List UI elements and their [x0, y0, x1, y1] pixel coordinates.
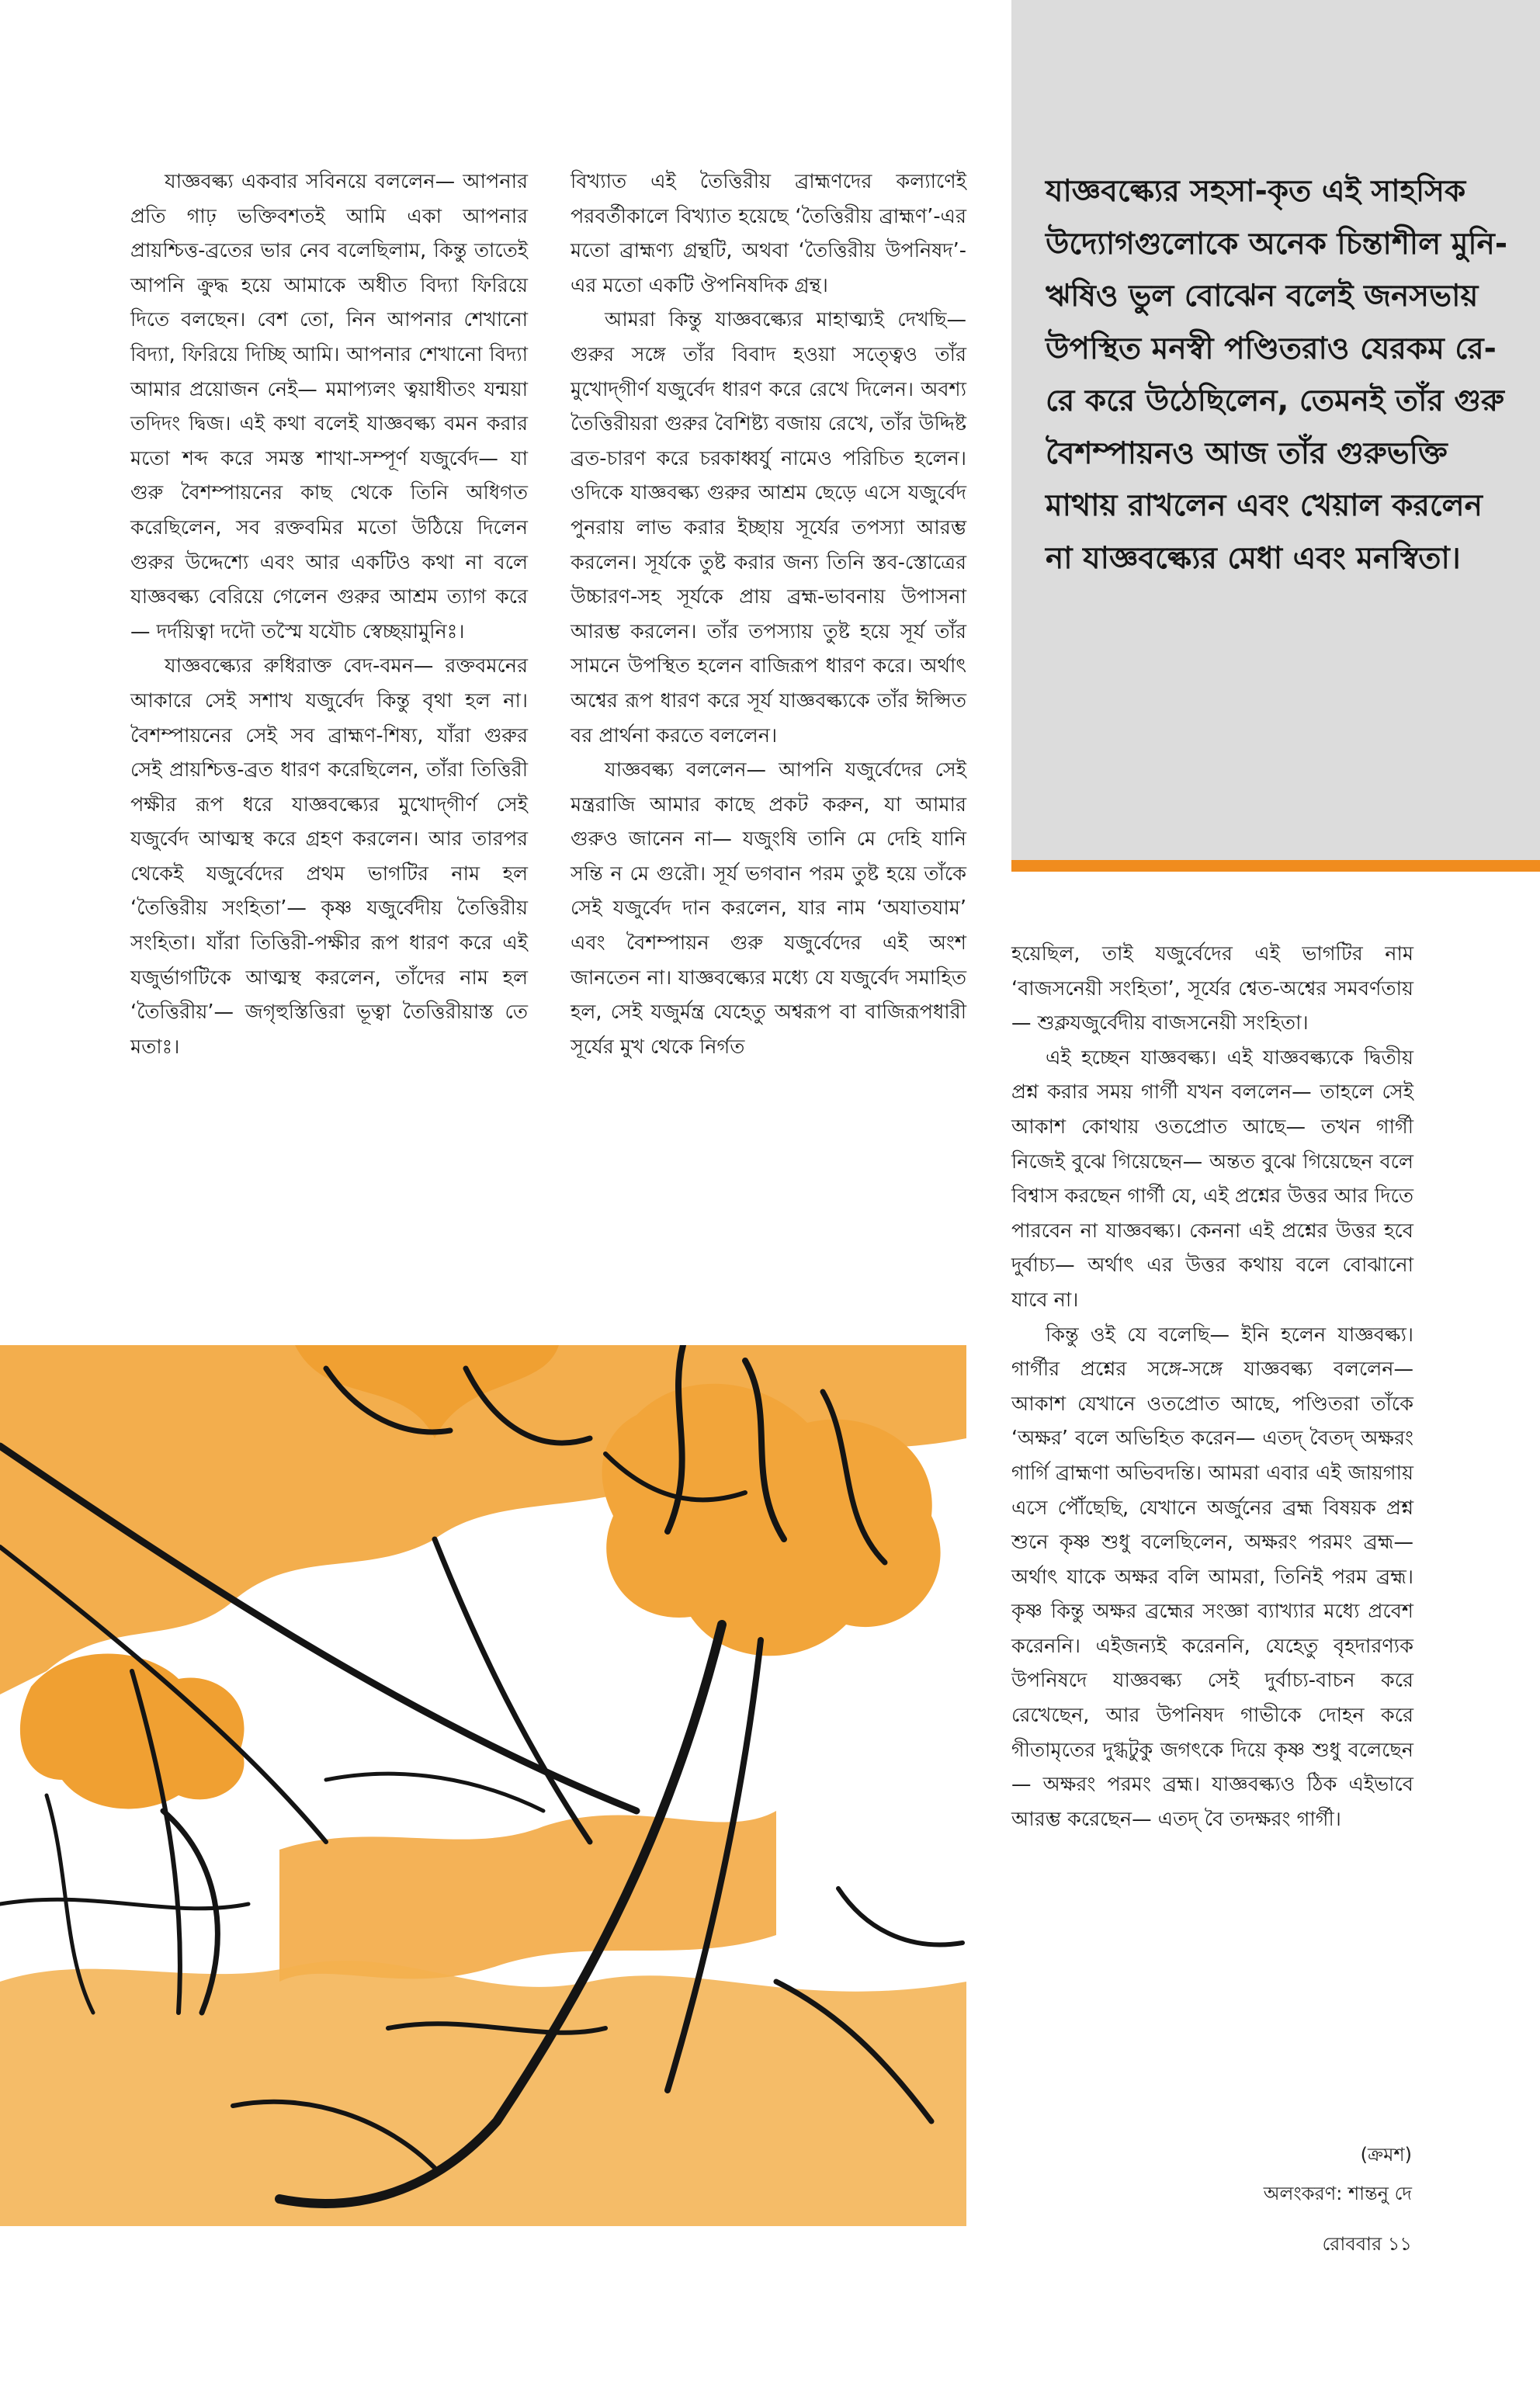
paragraph: বিখ্যাত এই তৈত্তিরীয় ব্রাহ্মণদের কল্যাণেই পরবর্তীকালে বিখ্যাত হয়েছে ‘তৈত্তিরীয় ব্রাহ্মণ’-এর মতো ব্রাহ্মণ্য গ্রন্থটি, অথবা ‘তৈত্তিরীয় উপনিষদ’-এর মতো একটি ঔপনিষদিক গ্রন্থ।	[571, 170, 966, 297]
article-column-3	[1011, 937, 1413, 1836]
paragraph: হয়েছিল, তাই যজুর্বেদের এই ভাগটির নাম ‘বাজসনেয়ী সংহিতা’, সূর্যের শ্বেত-অশ্বের সমবর্ণতায়— শুক্লযজুর্বেদীয় বাজসনেয়ী সংহিতা।	[1011, 942, 1413, 1035]
continued-note: (ক্রমশ)	[1360, 2144, 1412, 2166]
illustration	[0, 1345, 966, 2226]
pull-quote: যাজ্ঞবল্ক্যের সহসা-কৃত এই সাহসিক উদ্যোগগুলোকে অনেক চিন্তাশীল মুনি-ঋষিও ভুল বোঝেন বলেই জনসভায় উপস্থিত মনস্বী পণ্ডিতরাও যেরকম রে-রে করে উঠেছিলেন, তেমনই তাঁর গুরু বৈশম্পায়নও আজ তাঁর গুরুভক্তি মাথায় রাখলেন এবং খেয়াল করলেন না যাজ্ঞবল্ক্যের মেধা এবং মনস্বিতা।	[1046, 174, 1508, 576]
illustration-credit: অলংকরণ: শান্তনু দে	[1263, 2183, 1412, 2204]
paragraph: এই হচ্ছেন যাজ্ঞবল্ক্য। এই যাজ্ঞবল্ক্যকে দ্বিতীয় প্রশ্ন করার সময় গার্গী যখন বললেন— তাহলে সেই আকাশ কোথায় ওতপ্রোত আছে— তখন গার্গী নিজেই বুঝে গিয়েছেন— অন্তত বুঝে গিয়েছেন বলে বিশ্বাস করছেন গার্গী যে, এই প্রশ্নের উত্তর আর দিতে পারবেন না যাজ্ঞবল্ক্য। কেননা এই প্রশ্নের উত্তর হবে দুর্বাচ্য— অর্থাৎ এর উত্তর কথায় বলে বোঝানো যাবে না।	[1011, 1046, 1413, 1312]
paragraph: কিন্তু ওই যে বলেছি— ইনি হলেন যাজ্ঞবল্ক্য। গার্গীর প্রশ্নের সঙ্গে-সঙ্গে যাজ্ঞবল্ক্য বললেন— আকাশ যেখানে ওতপ্রোত আছে, পণ্ডিতরা তাঁকে ‘অক্ষর’ বলে অভিহিত করেন— এতদ্‌ বৈতদ্‌ অক্ষরং গার্গি ব্রাহ্মণা অভিবদন্তি। আমরা এবার এই জায়গায় এসে পৌঁছেছি, যেখানে অর্জুনের ব্রহ্ম বিষয়ক প্রশ্ন শুনে কৃষ্ণ শুধু বলেছিলেন, অক্ষরং পরমং ব্রহ্ম— অর্থাৎ যাকে অক্ষর বলি আমরা, তিনিই পরম ব্রহ্ম। কৃষ্ণ কিন্তু অক্ষর ব্রহ্মের সংজ্ঞা ব্যাখ্যার মধ্যে প্রবেশ করেননি। এইজন্যই করেননি, যেহেতু বৃহদারণ্যক উপনিষদে যাজ্ঞবল্ক্য সেই দুর্বাচ্য-বাচন করে রেখেছেন, আর উপনিষদ গাভীকে দোহন করে গীতামৃতের দুগ্ধটুকু জগৎকে দিয়ে কৃষ্ণ শুধু বলেছেন— অক্ষরং পরমং ব্রহ্ম। যাজ্ঞবল্ক্যও ঠিক এইভাবে আরম্ভ করেছেন— এতদ্‌ বৈ তদক্ষরং গার্গী।	[1011, 1323, 1413, 1831]
article-column-2	[571, 165, 966, 1064]
article-column-1	[130, 165, 528, 1064]
paragraph: যাজ্ঞবল্ক্য একবার সবিনয়ে বললেন— আপনার প্রতি গাঢ় ভক্তিবশতই আমি একা আপনার প্রায়শ্চিত্ত-ব্রতের ভার নেব বলেছিলাম, কিন্তু তাতেই আপনি ক্রুদ্ধ হয়ে আমাকে অধীত বিদ্যা ফিরিয়ে দিতে বলছেন। বেশ তো, নিন আপনার শেখানো বিদ্যা, ফিরিয়ে দিচ্ছি আমি। আপনার শেখানো বিদ্যা আমার প্রয়োজন নেই— মমাপ্যলং ত্বয়াধীতং যন্ময়া তদিদং দ্বিজ। এই কথা বলেই যাজ্ঞবল্ক্য বমন করার মতো শব্দ করে সমস্ত শাখা-সম্পূর্ণ যজুর্বেদ— যা গুরু বৈশম্পায়নের কাছ থেকে তিনি অধিগত করেছিলেন, সব রক্তবমির মতো উঠিয়ে দিলেন গুরুর উদ্দেশ্যে এবং আর একটিও কথা না বলে যাজ্ঞবল্ক্য বেরিয়ে গেলেন গুরুর আশ্রম ত্যাগ করে— দর্দয়িত্বা দদৌ তস্মৈ যযৌচ স্বেচ্ছয়ামুনিঃ।	[130, 170, 528, 643]
paragraph: যাজ্ঞবল্ক্যের রুধিরাক্ত বেদ-বমন— রক্তবমনের আকারে সেই সশাখ যজুর্বেদ কিন্তু বৃথা হল না। বৈশম্পায়নের সেই সব ব্রাহ্মণ-শিষ্য, যাঁরা গুরুর সেই প্রায়শ্চিত্ত-ব্রত ধারণ করেছিলেন, তাঁরা তিত্তিরী পক্ষীর রূপ ধরে যাজ্ঞবল্ক্যের মুখোদ্‌গীর্ণ সেই যজুর্বেদ আত্মস্থ করে গ্রহণ করলেন। আর তারপর থেকেই যজুর্বেদের প্রথম ভাগটির নাম হল ‘তৈত্তিরীয় সংহিতা’— কৃষ্ণ যজুর্বেদীয় তৈত্তিরীয় সংহিতা। যাঁরা তিত্তিরী-পক্ষীর রূপ ধারণ করে এই যজুর্ভাগটিকে আত্মস্থ করলেন, তাঁদের নাম হল ‘তৈত্তিরীয়’— জগৃহুস্তিত্তিরা ভূত্বা তৈত্তিরীয়াস্ত তে মতাঃ।	[130, 654, 528, 1059]
illustration-lower-wash	[0, 1961, 966, 2226]
pull-quote-box	[1011, 0, 1540, 872]
paragraph: আমরা কিন্তু যাজ্ঞবল্ক্যের মাহাত্ম্যই দেখছি— গুরুর সঙ্গে তাঁর বিবাদ হওয়া সত্ত্বেও তাঁর মুখোদ্‌গীর্ণ যজুর্বেদ ধারণ করে রেখে দিলেন। অবশ্য তৈত্তিরীয়রা গুরুর বৈশিষ্ট্য বজায় রেখে, তাঁর উদ্দিষ্ট ব্রত-চারণ করে চরকাধ্বর্যু নামেও পরিচিত হলেন। ওদিকে যাজ্ঞবল্ক্য গুরুর আশ্রম ছেড়ে এসে যজুর্বেদ পুনরায় লাভ করার ইচ্ছায় সূর্যের তপস্যা আরম্ভ করলেন। সূর্যকে তুষ্ট করার জন্য তিনি স্তব-স্তোত্রের উচ্চারণ-সহ সূর্যকে প্রায় ব্রহ্ম-ভাবনায় উপাসনা আরম্ভ করলেন। তাঁর তপস্যায় তুষ্ট হয়ে সূর্য তাঁর সামনে উপস্থিত হলেন বাজিরূপ ধারণ করে। অর্থাৎ অশ্বের রূপ ধারণ করে সূর্য যাজ্ঞবল্ক্যকে তাঁর ঈপ্সিত বর প্রার্থনা করতে বললেন।	[571, 308, 966, 747]
paragraph: যাজ্ঞবল্ক্য বললেন— আপনি যজুর্বেদের সেই মন্ত্ররাজি আমার কাছে প্রকট করুন, যা আমার গুরুও জানেন না— যজুংষি তানি মে দেহি যানি সন্তি ন মে গুরৌ। সূর্য ভগবান পরম তুষ্ট হয়ে তাঁকে সেই যজুর্বেদ দান করলেন, যার নাম ‘অযাতযাম’ এবং বৈশম্পায়ন গুরু যজুর্বেদের এই অংশ জানতেন না। যাজ্ঞবল্ক্যের মধ্যে যে যজুর্বেদ সমাহিত হল, সেই যজুর্মন্ত্র যেহেতু অশ্বরূপ বা বাজিরূপধারী সূর্যের মুখ থেকে নির্গত	[571, 758, 966, 1059]
page-folio: রোববার ১১	[1322, 2233, 1412, 2255]
